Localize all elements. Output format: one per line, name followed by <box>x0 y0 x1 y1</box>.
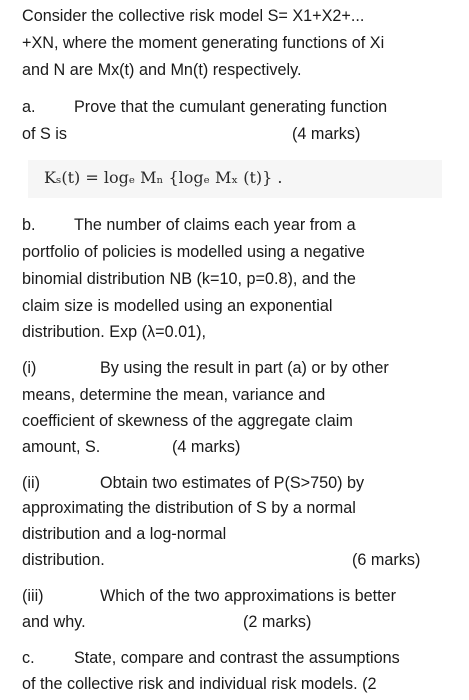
part-b-ii-line-3: distribution and a log-normal <box>22 525 227 543</box>
part-b-i-label: (i) <box>22 359 37 377</box>
part-a-marks: (4 marks) <box>292 125 361 143</box>
part-b-ii-label: (ii) <box>22 474 40 492</box>
part-c-line-1: State, compare and contrast the assumptions <box>74 649 400 667</box>
part-b-line-1: The number of claims each year from a <box>74 216 356 234</box>
part-b-ii-line-2: approximating the distribution of S by a normal <box>22 499 356 517</box>
part-b-iii-label: (iii) <box>22 587 44 605</box>
part-b-label: b. <box>22 216 36 234</box>
part-b-ii-line-1: Obtain two estimates of P(S>750) by <box>100 474 365 492</box>
part-b-i-line-2: means, determine the mean, variance and <box>22 386 326 404</box>
part-a-text-1: Prove that the cumulant generating function <box>74 98 388 116</box>
part-b-line-5: distribution. Exp (λ=0.01), <box>22 323 206 341</box>
intro-line-3: and N are Mx(t) and Mn(t) respectively. <box>22 61 302 79</box>
part-b-i-line-4: amount, S. <box>22 438 101 456</box>
part-b-ii-marks: (6 marks) <box>352 551 421 569</box>
formula-box <box>28 160 442 198</box>
part-b-iii-marks: (2 marks) <box>243 613 312 631</box>
part-b-iii-line-1: Which of the two approximations is better <box>100 587 397 605</box>
intro-line-1: Consider the collective risk model S= X1+X2+... <box>22 7 365 25</box>
part-b-i-line-1: By using the result in part (a) or by other <box>100 359 389 377</box>
part-a-text-2: of S is <box>22 125 67 143</box>
part-b-line-2: portfolio of policies is modelled using a negative <box>22 243 365 261</box>
part-b-ii-line-4: distribution. <box>22 551 105 569</box>
part-b-i-marks: (4 marks) <box>172 438 241 456</box>
part-b-iii-line-2: and why. <box>22 613 86 631</box>
part-c-line-2: of the collective risk and individual risk models. (2 <box>22 675 377 693</box>
part-b-line-4: claim size is modelled using an exponential <box>22 297 333 315</box>
part-c-label: c. <box>22 649 35 667</box>
cumulant-formula: Kₛ(t) = logₑ Mₙ {logₑ Mₓ (t)} . <box>44 168 283 187</box>
part-b-i-line-3: coefficient of skewness of the aggregate claim <box>22 412 353 430</box>
intro-line-2: +XN, where the moment generating functions of Xi <box>22 34 385 52</box>
part-b-line-3: binomial distribution NB (k=10, p=0.8), and the <box>22 270 356 288</box>
part-a-label: a. <box>22 98 36 116</box>
